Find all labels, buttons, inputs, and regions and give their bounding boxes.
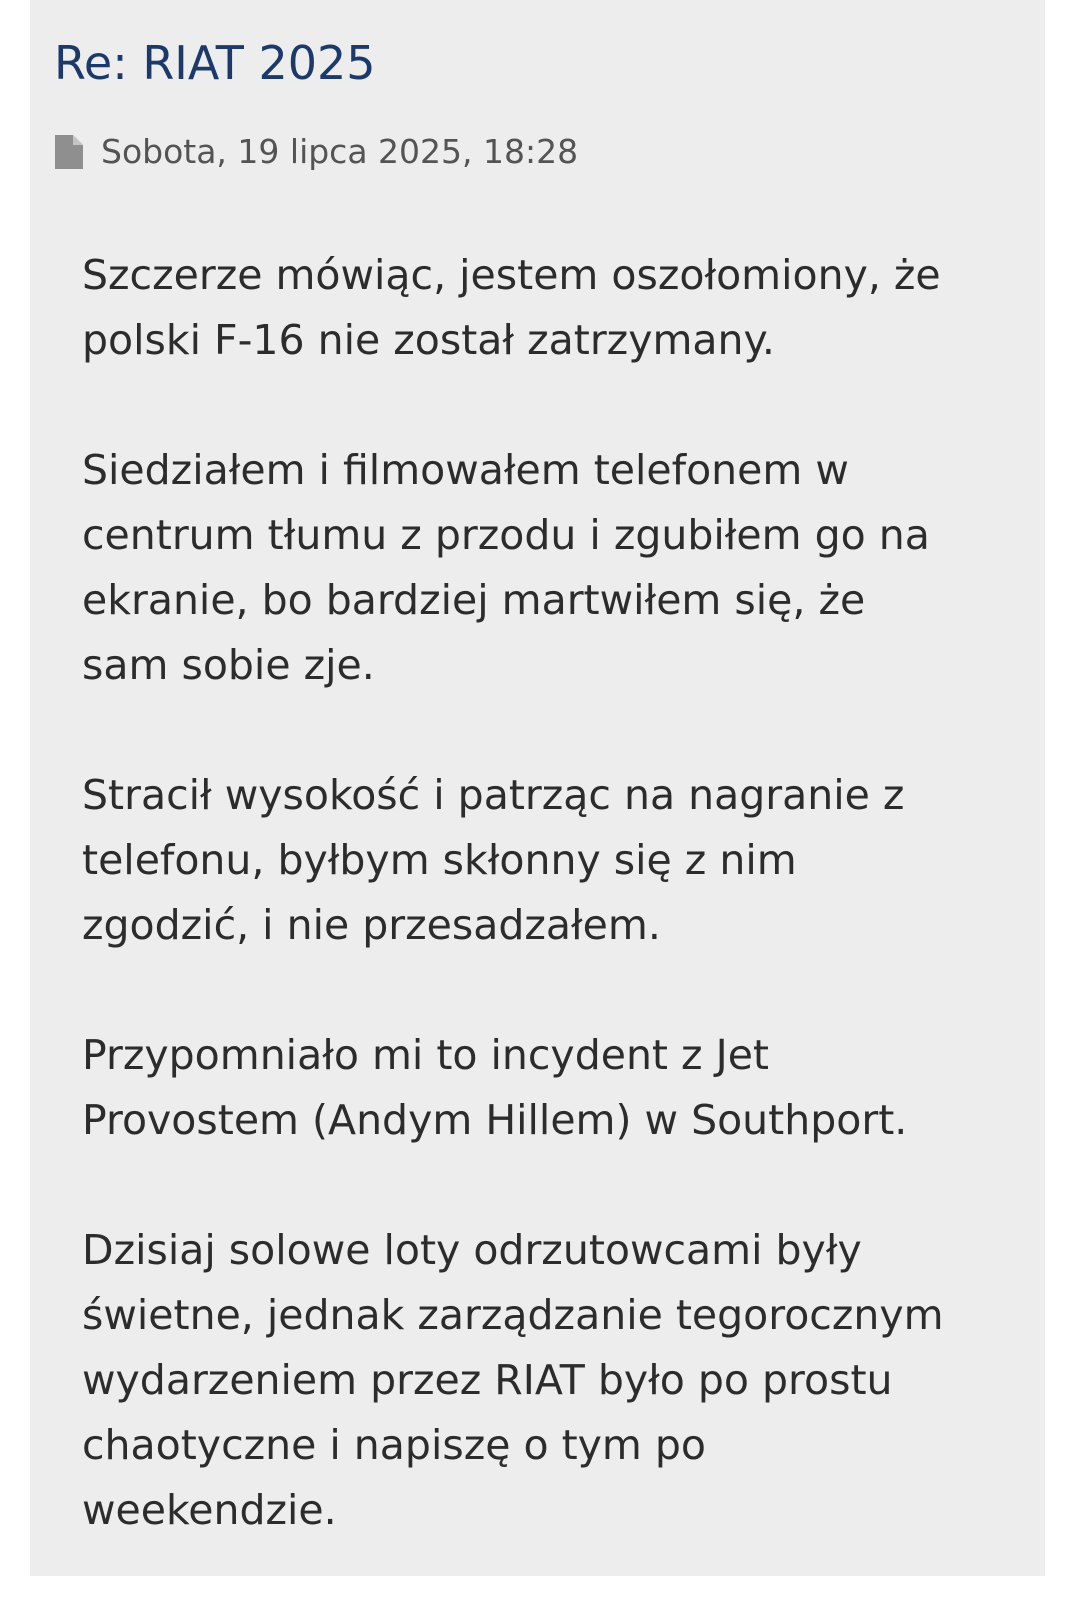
- post-paragraph: Stracił wysokość i patrząc na nagranie z telefonu, byłbym skłonny się z nim zgodzić, i nie przesadzałem.: [82, 771, 905, 949]
- file-icon: [55, 135, 83, 169]
- post-paragraph: Siedziałem i filmowałem telefonem w centrum tłumu z przodu i zgubiłem go na ekranie, bo bardziej martwiłem się, że sam sobie zje.: [82, 446, 930, 689]
- post-body: [82, 243, 1022, 1608]
- forum-post: [30, 0, 1045, 1576]
- post-title[interactable]: Re: RIAT 2025: [54, 36, 376, 90]
- post-paragraph: Przypomniało mi to incydent z Jet Provostem (Andym Hillem) w Southport.: [82, 1031, 908, 1144]
- post-paragraph: Dzisiaj solowe loty odrzutowcami były świetne, jednak zarządzanie tegorocznym wydarzeniem przez RIAT było po prostu chaotyczne i napiszę o tym po weekendzie.: [82, 1226, 944, 1534]
- post-date: Sobota, 19 lipca 2025, 18:28: [101, 132, 579, 171]
- post-paragraph: Szczerze mówiąc, jestem oszołomiony, że polski F-16 nie został zatrzymany.: [82, 251, 941, 364]
- post-meta: [55, 130, 578, 174]
